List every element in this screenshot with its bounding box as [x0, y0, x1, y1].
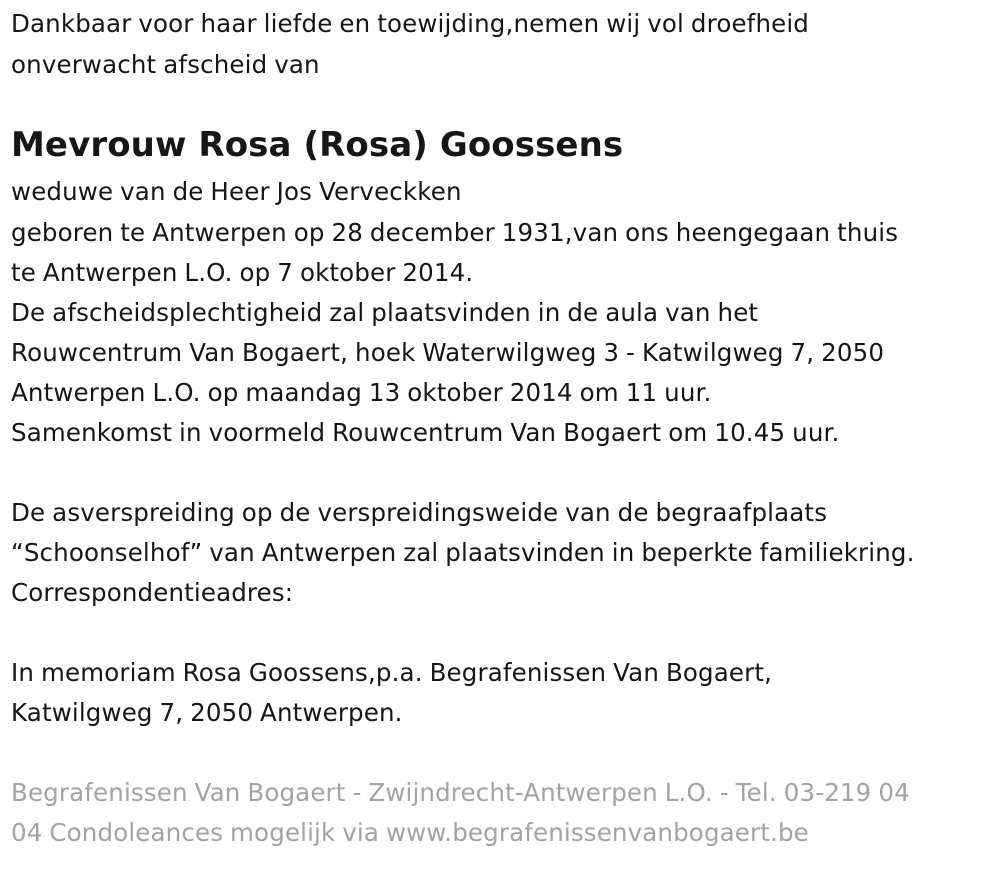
correspondence-line-1: In memoriam Rosa Goossens,p.a. Begrafenissen Van Bogaert,: [11, 658, 773, 687]
intro-line-2: onverwacht afscheid van: [11, 50, 320, 79]
ash-scattering-line-2: “Schoonselhof” van Antwerpen zal plaatsvinden in beperkte familiekring.: [11, 538, 915, 567]
ash-scattering-line-1: De asverspreiding op de verspreidingsweide van de begraafplaats: [11, 498, 828, 527]
detail-line-1: weduwe van de Heer Jos Verveckken: [11, 177, 462, 206]
detail-line-3: te Antwerpen L.O. op 7 oktober 2014.: [11, 258, 474, 287]
detail-line-6: Antwerpen L.O. op maandag 13 oktober 2014 om 11 uur.: [11, 378, 712, 407]
intro-line-1: Dankbaar voor haar liefde en toewijding,nemen wij vol droefheid: [11, 9, 810, 38]
footer-line-1: Begrafenissen Van Bogaert - Zwijndrecht-Antwerpen L.O. - Tel. 03-219 04: [11, 778, 910, 807]
footer-line-2: 04 Condoleances mogelijk via www.begrafenissenvanbogaert.be: [11, 818, 809, 847]
detail-line-7: Samenkomst in voormeld Rouwcentrum Van Bogaert om 10.45 uur.: [11, 418, 840, 447]
detail-line-2: geboren te Antwerpen op 28 december 1931,van ons heengegaan thuis: [11, 218, 899, 247]
deceased-name: Mevrouw Rosa (Rosa) Goossens: [11, 125, 624, 165]
correspondence-line-2: Katwilgweg 7, 2050 Antwerpen.: [11, 698, 403, 727]
detail-line-4: De afscheidsplechtigheid zal plaatsvinden in de aula van het: [11, 298, 759, 327]
detail-line-5: Rouwcentrum Van Bogaert, hoek Waterwilgweg 3 - Katwilgweg 7, 2050: [11, 338, 885, 367]
correspondence-label: Correspondentieadres:: [11, 578, 294, 607]
